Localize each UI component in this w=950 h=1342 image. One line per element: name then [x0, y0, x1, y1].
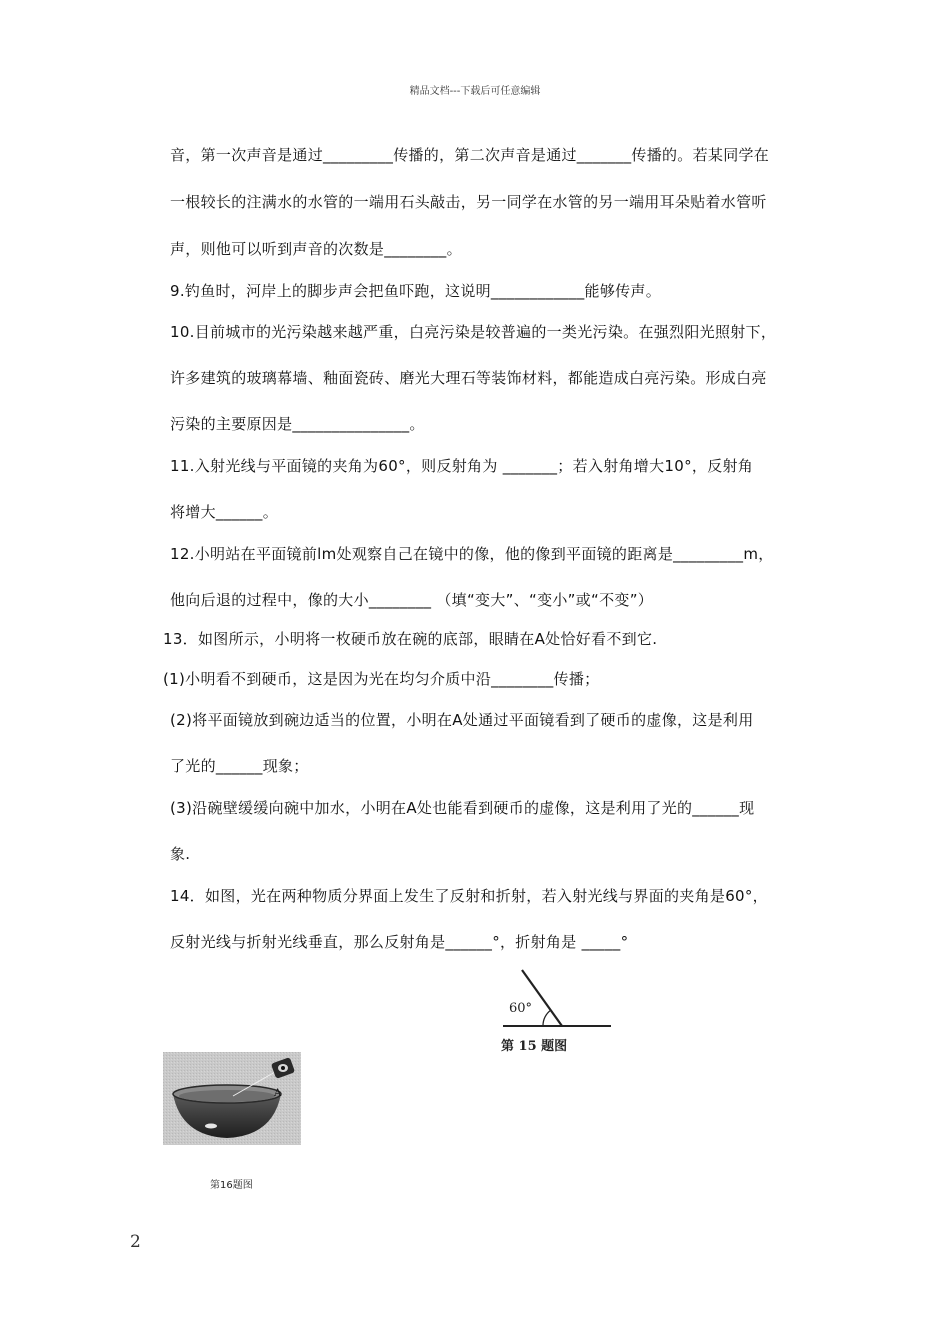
coin-icon: [205, 1124, 217, 1129]
text-line: 他向后退的过程中，像的大小________ （填“变大”、“变小”或“不变”）: [170, 591, 654, 609]
angle-label: 60°: [509, 1001, 533, 1016]
question-13-part-2: (2)将平面镜放到碗边适当的位置，小明在A处通过平面镜看到了硬币的虚像，这是利用: [170, 711, 754, 729]
text-line: 一根较长的注满水的水管的一端用石头敲击，另一同学在水管的另一端用耳朵贴着水管听: [170, 193, 767, 211]
question-9: 9.钓鱼时，河岸上的脚步声会把鱼吓跑，这说明____________能够传声。: [170, 282, 662, 300]
angle-arc: [543, 1010, 551, 1026]
text-line: 象.: [170, 845, 191, 863]
text-line: 了光的______现象；: [170, 757, 309, 775]
text-line: 反射光线与折射光线垂直，那么反射角是______°，折射角是 _____°: [170, 933, 629, 951]
text-line: 声，则他可以听到声音的次数是________。: [170, 240, 462, 258]
text-line: 音，第一次声音是通过_________传播的，第二次声音是通过_______传播的。若某同学在: [170, 146, 770, 164]
light-ray-line: [522, 970, 562, 1026]
question-10: 10.目前城市的光污染越来越严重，白亮污染是较普遍的一类光污染。在强烈阳光照射下，: [170, 323, 777, 341]
question-13-part-3: (3)沿碗壁缓缓向碗中加水，小明在A处也能看到硬币的虚像，这是利用了光的______现: [170, 799, 755, 817]
text-line: 将增大______。: [170, 503, 279, 521]
point-a-label: A: [274, 1088, 282, 1099]
figure-15-diagram: [495, 962, 625, 1058]
figure-16-photo: [163, 1052, 301, 1145]
question-14: 14．如图，光在两种物质分界面上发生了反射和折射，若入射光线与界面的夹角是60°，: [170, 887, 768, 905]
question-13: 13．如图所示，小明将一枚硬币放在碗的底部，眼睛在A处恰好看不到它.: [163, 630, 658, 648]
question-13-part-1: (1)小明看不到硬币，这是因为光在均匀介质中沿________传播；: [163, 670, 600, 688]
figure-15-caption: 第 15 题图: [501, 1039, 568, 1054]
question-12: 12.小明站在平面镜前lm处观察自己在镜中的像，他的像到平面镜的距离是_________m，: [170, 545, 774, 563]
page-number: 2: [130, 1232, 141, 1252]
page-header: 精品文档---下载后可任意编辑: [409, 86, 541, 97]
question-11: 11.入射光线与平面镜的夹角为60°，则反射角为 _______；若入射角增大10°，反射角: [170, 457, 754, 475]
text-line: 许多建筑的玻璃幕墙、釉面瓷砖、磨光大理石等装饰材料，都能造成白亮污染。形成白亮: [170, 369, 767, 387]
text-line: 污染的主要原因是_______________。: [170, 415, 425, 433]
figure-16-caption: 第16题图: [210, 1180, 253, 1191]
